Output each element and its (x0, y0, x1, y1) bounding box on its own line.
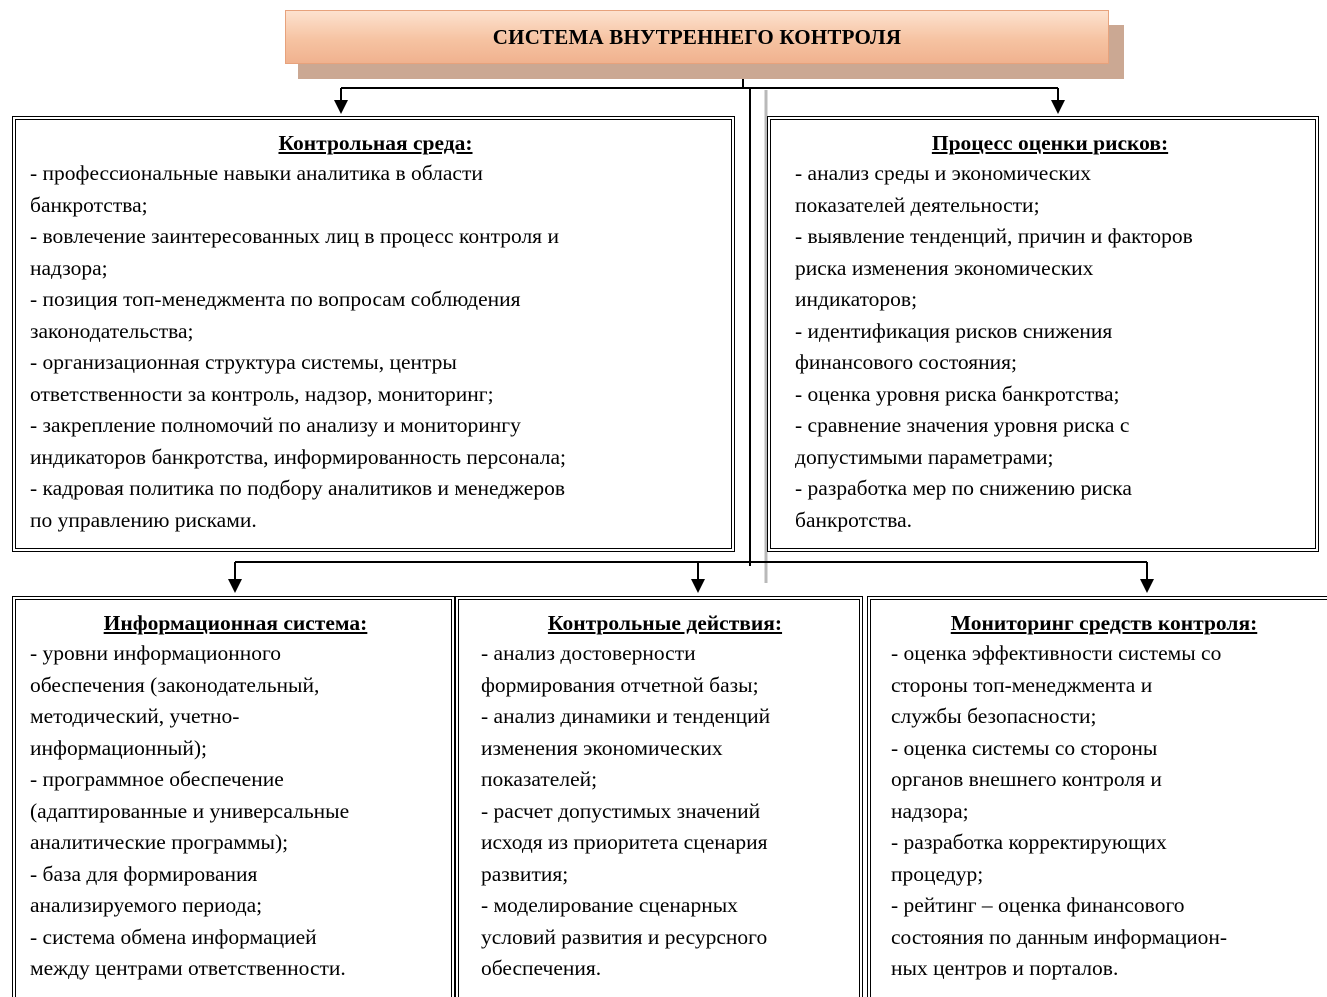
list-item: - моделирование сценарных (481, 893, 738, 917)
list-item: - система обмена информацией (30, 924, 317, 949)
list-item: - уровни информационного (30, 641, 281, 665)
list-item: обеспечения (законодательный, (30, 672, 320, 697)
list-item: - рейтинг – оценка финансового (891, 893, 1185, 917)
information-system-heading: Информационная система: (103, 611, 368, 635)
list-item: между центрами ответственности. (30, 956, 346, 980)
list-item: изменения экономических (481, 735, 723, 760)
monitoring-box (867, 596, 1327, 997)
list-item: надзора; (30, 255, 108, 280)
monitoring-heading: Мониторинг средств контроля: (950, 611, 1258, 635)
list-item: обеспечения. (481, 956, 602, 980)
list-item: - оценка системы со стороны (891, 735, 1158, 760)
list-item: развития; (481, 861, 569, 886)
list-item: стороны топ-менеджмента и (891, 672, 1153, 697)
list-item: формирования отчетной базы; (481, 672, 759, 697)
list-item: индикаторов банкротства, информированность персонала; (30, 444, 566, 469)
information-system-list (30, 638, 441, 985)
control-environment-box (12, 116, 735, 552)
control-environment-list (30, 158, 721, 536)
list-item: - анализ среды и экономических (795, 161, 1092, 185)
list-item: - сравнение значения уровня риска с (795, 413, 1130, 437)
list-item: процедур; (891, 861, 984, 886)
arrow-to-control-environment (334, 100, 348, 114)
list-item: - разработка мер по снижению риска (795, 476, 1132, 500)
list-item: - кадровая политика по подбору аналитиков и менеджеров (30, 476, 565, 500)
control-actions-list (481, 638, 849, 985)
list-item: - оценка эффективности системы со (891, 641, 1222, 665)
list-item: - база для формирования (30, 861, 258, 886)
list-item: банкротства; (30, 192, 148, 217)
list-item: аналитические программы); (30, 830, 289, 854)
risk-assessment-list (795, 158, 1305, 536)
control-actions-heading: Контрольные действия: (547, 611, 783, 635)
list-item: индикаторов; (795, 287, 918, 311)
list-item: - позиция топ-менеджмента по вопросам соблюдения (30, 287, 521, 311)
list-item: исходя из приоритета сценария (481, 830, 768, 854)
list-item: - анализ достоверности (481, 641, 696, 665)
list-item: информационный); (30, 735, 207, 760)
list-item: - оценка уровня риска банкротства; (795, 381, 1120, 406)
arrow-to-monitoring (1140, 579, 1154, 593)
information-system-box (12, 596, 455, 997)
list-item: банкротства. (795, 507, 913, 532)
list-item: по управлению рисками. (30, 507, 257, 532)
monitoring-list (891, 638, 1317, 985)
list-item: показателей; (481, 767, 598, 791)
list-item: - идентификация рисков снижения (795, 318, 1113, 343)
list-item: допустимыми параметрами; (795, 444, 1054, 469)
arrow-to-risk-assessment (1051, 100, 1065, 114)
list-item: состояния по данным информацион- (891, 924, 1228, 949)
arrow-to-control-actions (691, 579, 705, 593)
list-item: надзора; (891, 798, 969, 823)
title-box (285, 10, 1109, 64)
risk-assessment-box (767, 116, 1319, 552)
list-item: - профессиональные навыки аналитика в области (30, 161, 483, 185)
list-item: - выявление тенденций, причин и факторов (795, 224, 1193, 248)
list-item: - разработка корректирующих (891, 830, 1167, 854)
control-actions-box (455, 596, 863, 997)
list-item: - закрепление полномочий по анализу и мониторингу (30, 413, 521, 437)
list-item: - вовлечение заинтересованных лиц в процесс контроля и (30, 224, 559, 248)
control-environment-heading: Контрольная среда: (278, 131, 473, 155)
risk-assessment-heading: Процесс оценки рисков: (931, 131, 1169, 155)
list-item: методический, учетно- (30, 704, 240, 728)
list-item: условий развития и ресурсного (481, 924, 768, 949)
list-item: - организационная структура системы, центры (30, 350, 457, 374)
list-item: показателей деятельности; (795, 192, 1040, 217)
list-item: ответственности за контроль, надзор, мониторинг; (30, 381, 494, 406)
list-item: органов внешнего контроля и (891, 767, 1162, 791)
list-item: ных центров и порталов. (891, 956, 1119, 980)
list-item: законодательства; (30, 318, 194, 343)
list-item: (адаптированные и универсальные (30, 798, 350, 823)
list-item: анализируемого периода; (30, 893, 263, 917)
arrow-to-information-system (228, 579, 242, 593)
list-item: - анализ динамики и тенденций (481, 704, 771, 728)
list-item: финансового состояния; (795, 350, 1018, 374)
list-item: - расчет допустимых значений (481, 798, 761, 823)
diagram-title: СИСТЕМА ВНУТРЕННЕГО КОНТРОЛЯ (492, 24, 902, 49)
list-item: риска изменения экономических (795, 255, 1094, 280)
list-item: службы безопасности; (891, 704, 1097, 728)
list-item: - программное обеспечение (30, 767, 284, 791)
